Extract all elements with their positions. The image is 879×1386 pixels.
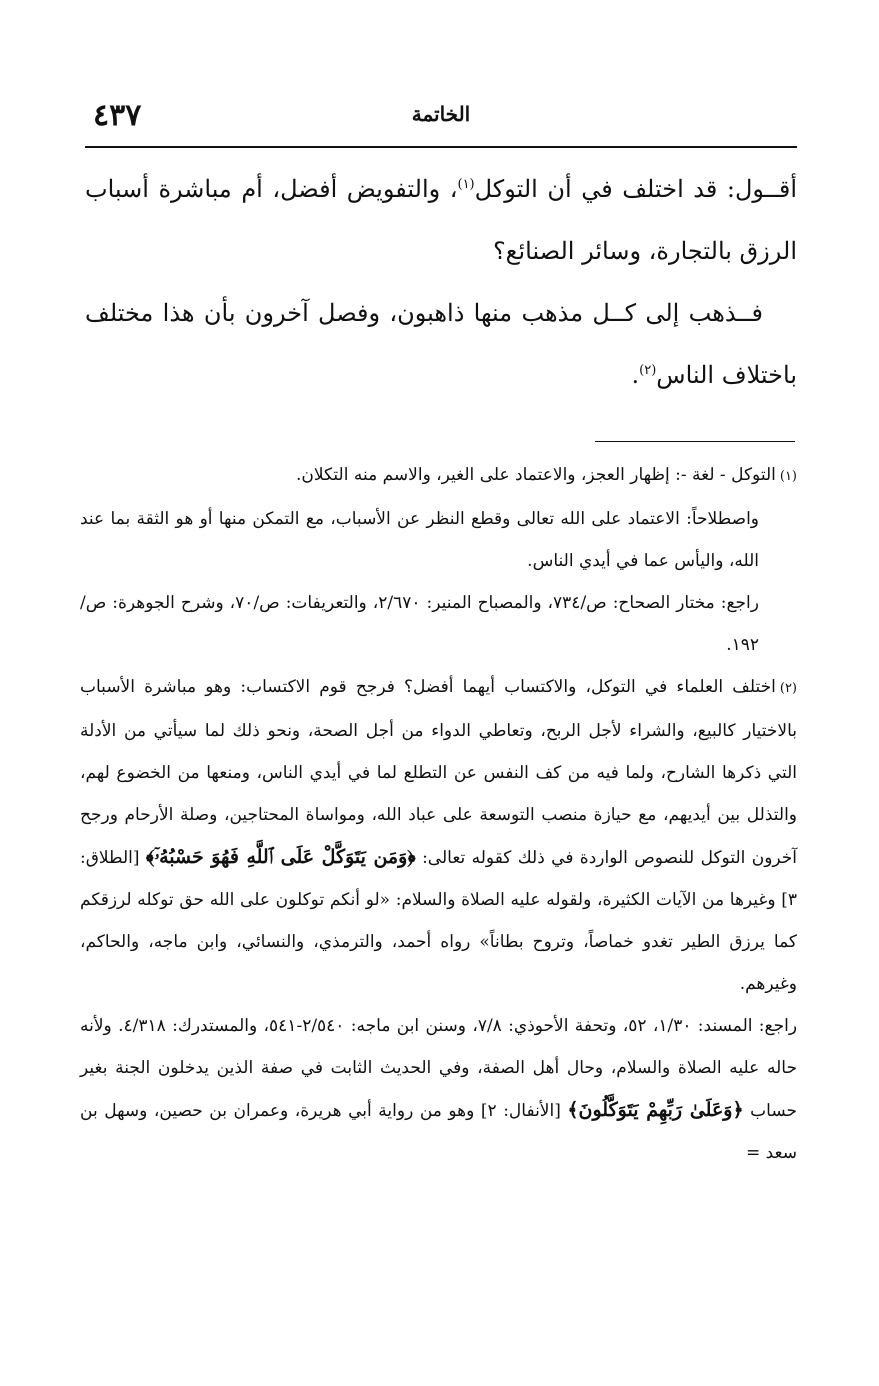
footnote-1-number: (١) — [779, 469, 797, 484]
main-paragraph-2 — [85, 282, 797, 406]
paragraph-2-text-a: فــذهب إلى كــل مذهب منها ذاهبون، وفصل آخرون بأن هذا مختلف باختلاف الناس — [85, 299, 797, 389]
main-text — [85, 158, 797, 406]
footnote-ref-1: (١) — [457, 177, 475, 192]
footnotes — [80, 454, 797, 1174]
footnote-2-text-a: اختلف العلماء في التوكل، والاكتساب أيهما أفضل؟ فرجح قوم الاكتساب: وهو مباشرة الأسباب بالاختيار كالبيع، والشراء لأجل الربح، وتعاطي الدواء من أجل الصحة، ونحو ذلك لما سيأتي من الأدلة التي ذكرها الشارح، ولما فيه من كف النفس عن التطلع لما في أيدي الناس، ومنعها من الخضوع لهم، والتذلل بين أيديهم، مع حيازة منصب التوسعة على عباد الله، ومواساة المحتاجين، وصلة الأرحام ورجح آخرون التوكل للنصوص الواردة في ذلك كقوله تعالى: — [80, 677, 798, 868]
main-paragraph-1 — [85, 158, 797, 282]
footnote-1-references: راجع: مختار الصحاح: ص/٧٣٤، والمصباح المنير: ٢/٦٧٠، والتعريفات: ص/٧٠، وشرح الجوهرة: ص/١٩٢. — [80, 593, 759, 655]
footnote-2-text-b: [الطلاق: ٣] وغيرها من الآيات الكثيرة، ولقوله عليه الصلاة والسلام: «لو أنكم توكلون على الله حق توكله لرزقكم كما يرزق الطير تغدو خماصاً، وتروح بطاناً» رواه أحمد، والترمذي، والنسائي، وابن ماجه، والحاكم، وغيرهم. — [80, 848, 797, 994]
footnote-1-definition-lugha: التوكل - لغة -: إظهار العجز، والاعتماد على الغير، والاسم منه التكلان. — [295, 465, 776, 485]
running-title: الخاتمة — [411, 102, 471, 126]
quran-verse-talaq: ﴿وَمَن يَتَوَكَّلْ عَلَى ٱللَّهِ فَهُوَ حَسْبُهُۥٓ﴾ — [145, 846, 416, 868]
footnote-separator — [595, 441, 795, 442]
paragraph-2-text-b: . — [631, 361, 640, 389]
footnote-2 — [80, 666, 797, 1174]
footnote-2-references — [80, 1005, 797, 1174]
footnote-1-definition-istilah: واصطلاحاً: الاعتماد على الله تعالى وقطع النظر عن الأسباب، مع التمكن منها أو هو الثقة بما عند الله، واليأس عما في أيدي الناس. — [80, 509, 759, 571]
paragraph-1-text-b: ، والتفويض أفضل، أم مباشرة أسباب الرزق بالتجارة، وسائر الصنائع؟ — [85, 175, 797, 265]
footnote-2-body — [80, 666, 797, 1005]
page-number: ٤٣٧ — [93, 98, 142, 133]
footnote-2-text-c: راجع: المسند: ١/٣٠، ٥٢، وتحفة الأحوذي: ٧/٨، وسنن ابن ماجه: ٢/٥٤٠-٥٤١، والمستدرك: ٤/٣١٨. ولأنه حاله عليه الصلاة والسلام، وحال أهل الصفة، وفي الحديث الثابت في صفة الذين يدخلون الجنة بغير حساب — [80, 1016, 798, 1121]
footnote-1-line-1 — [80, 454, 797, 498]
footnote-ref-2: (٢) — [639, 363, 657, 378]
footnote-1 — [80, 454, 797, 666]
page-header — [85, 96, 797, 140]
header-rule — [85, 146, 797, 148]
paragraph-1-text-a: أقــول: قد اختلف في أن التوكل — [474, 175, 797, 203]
quran-verse-anfal: ﴿وَعَلَىٰ رَبِّهِمْ يَتَوَكَّلُونَ﴾ — [567, 1099, 744, 1121]
footnote-2-number: (٢) — [779, 681, 797, 696]
footnote-2-text-d: [الأنفال: ٢] وهو من رواية أبي هريرة، وعمران بن حصين، وسهل بن سعد = — [80, 1101, 797, 1163]
